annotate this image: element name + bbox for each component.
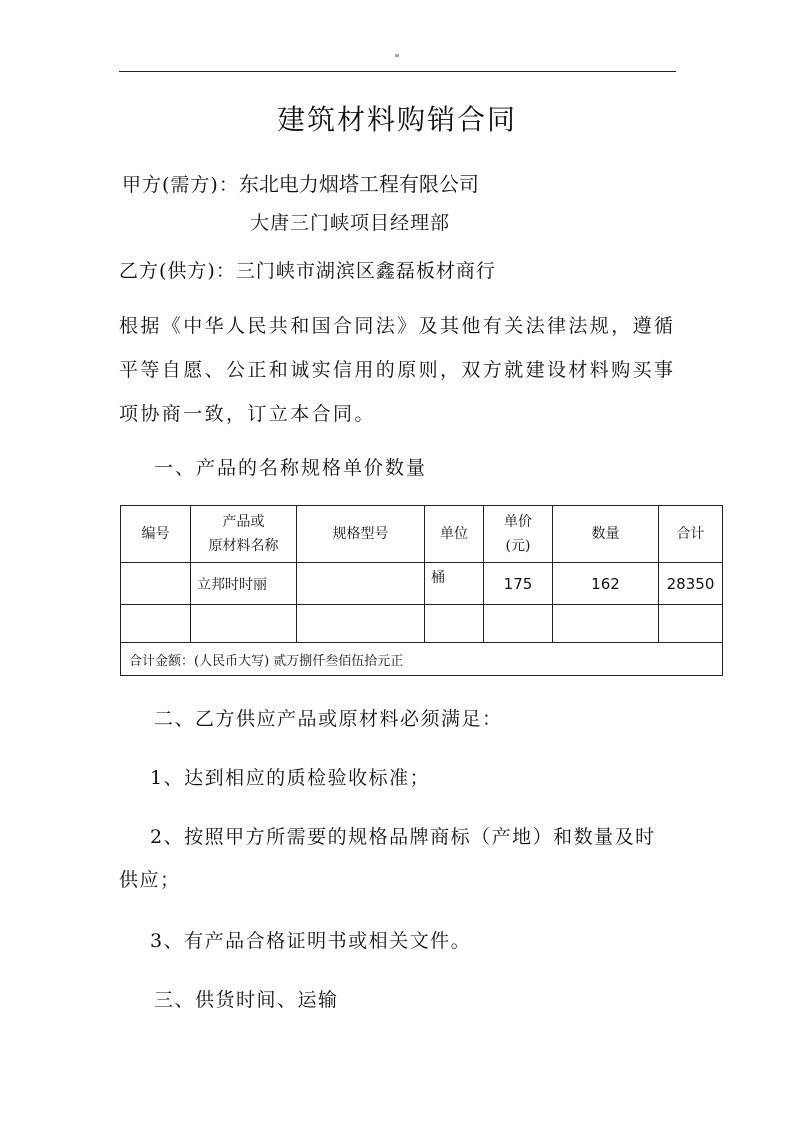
requirement-1: 1、达到相应的质检验收标准； bbox=[150, 767, 431, 789]
col-header-price-line1: 单价 bbox=[504, 514, 532, 530]
product-table bbox=[120, 505, 723, 676]
cell-total bbox=[659, 605, 723, 643]
section-1-heading: 一、产品的名称规格单价数量 bbox=[154, 457, 428, 479]
party-a-name: 东北电力烟塔工程有限公司 bbox=[238, 172, 479, 196]
col-header-total: 合计 bbox=[659, 506, 723, 563]
cell-qty bbox=[553, 605, 659, 643]
table-row bbox=[121, 605, 723, 643]
cell-total: 28350 bbox=[659, 563, 723, 605]
cell-unit bbox=[425, 605, 484, 643]
header-mark: " bbox=[394, 52, 400, 65]
section-3-heading: 三、供货时间、运输 bbox=[154, 989, 339, 1011]
party-a bbox=[122, 168, 479, 197]
cell-no bbox=[121, 605, 191, 643]
col-header-qty: 数量 bbox=[553, 506, 659, 563]
party-a-department: 大唐三门峡项目经理部 bbox=[250, 212, 451, 234]
table-row bbox=[121, 563, 723, 605]
col-header-unit: 单位 bbox=[425, 506, 484, 563]
col-header-name-line1: 产品或 bbox=[222, 514, 265, 530]
cell-spec bbox=[297, 605, 425, 643]
col-header-name bbox=[191, 506, 297, 563]
cell-no bbox=[121, 563, 191, 605]
cell-name bbox=[191, 605, 297, 643]
col-header-spec: 规格型号 bbox=[297, 506, 425, 563]
cell-price: 175 bbox=[484, 563, 553, 605]
col-header-price-line2: (元) bbox=[505, 538, 531, 554]
cell-name: 立邦时时丽 bbox=[191, 563, 297, 605]
requirement-3: 3、有产品合格证明书或相关文件。 bbox=[150, 930, 472, 952]
table-total-row bbox=[121, 643, 723, 676]
cell-spec bbox=[297, 563, 425, 605]
cell-unit: 桶 bbox=[425, 563, 484, 605]
party-b-label: 乙方(供方)： bbox=[119, 260, 236, 282]
party-b-name: 三门峡市湖滨区鑫磊板材商行 bbox=[235, 260, 496, 282]
col-header-no: 编号 bbox=[121, 506, 191, 563]
col-header-name-line2: 原材料名称 bbox=[208, 538, 279, 554]
preamble-line: 项协商一致，订立本合同。 bbox=[119, 403, 376, 425]
party-b bbox=[119, 256, 496, 283]
header-rule bbox=[119, 71, 676, 72]
requirement-2: 2、按照甲方所需要的规格品牌商标（产地）和数量及时 bbox=[150, 826, 656, 848]
col-header-price bbox=[484, 506, 553, 563]
requirement-2-continued: 供应； bbox=[119, 869, 181, 891]
preamble-paragraph bbox=[119, 304, 679, 436]
total-amount-cell: 合计金额：(人民币大写) 贰万捌仟叁佰伍拾元正 bbox=[121, 643, 723, 676]
cell-price bbox=[484, 605, 553, 643]
section-2-heading: 二、乙方供应产品或原材料必须满足： bbox=[154, 708, 503, 730]
contract-title: 建筑材料购销合同 bbox=[276, 103, 517, 136]
party-a-label: 甲方(需方)： bbox=[122, 174, 239, 196]
preamble-line: 根据《中华人民共和国合同法》及其他有关法律法规，遵循 bbox=[119, 315, 676, 337]
preamble-line: 平等自愿、公正和诚实信用的原则，双方就建设材料购买事 bbox=[119, 359, 676, 381]
table-header-row bbox=[121, 506, 723, 563]
cell-qty: 162 bbox=[553, 563, 659, 605]
